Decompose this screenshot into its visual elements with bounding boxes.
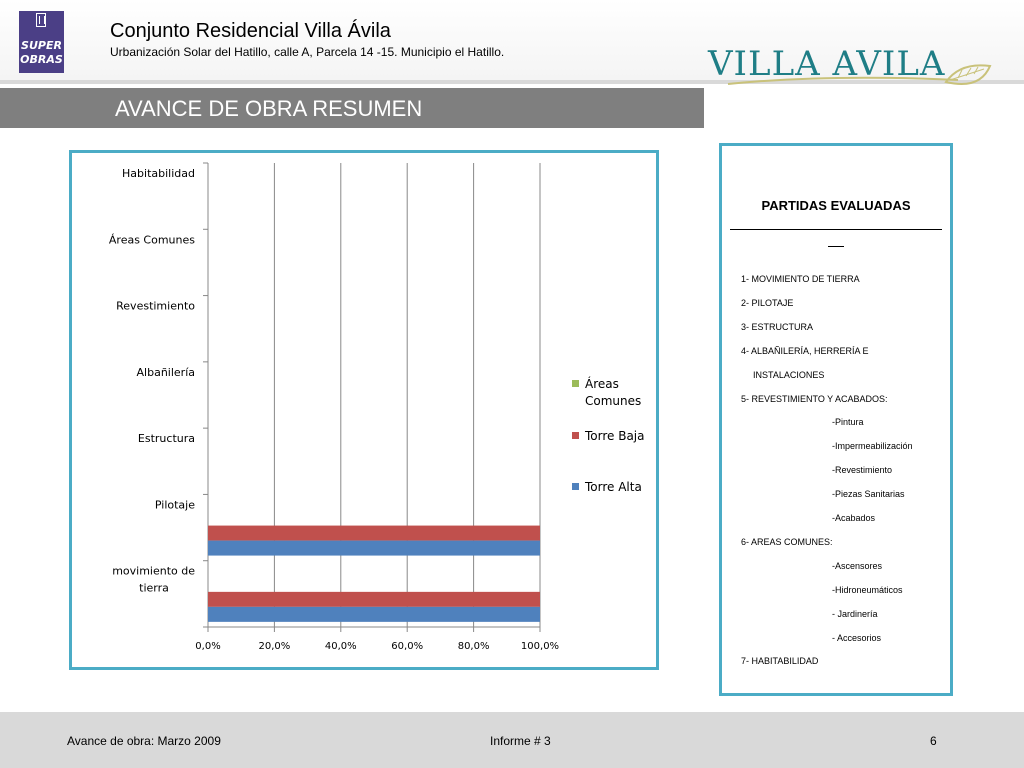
footer-report: Informe # 3	[490, 734, 551, 748]
legend-label: Áreas Comunes	[585, 377, 642, 408]
partidas-title: PARTIDAS EVALUADAS	[761, 198, 911, 213]
bar-torre-baja	[208, 526, 540, 541]
super-obras-logo	[19, 11, 64, 73]
partidas-divider-short	[828, 246, 844, 247]
bar-torre-alta	[208, 541, 540, 556]
logo-word-super: SUPER	[21, 39, 62, 52]
villa-avila-logo	[708, 34, 1008, 96]
partida-item: -Acabados	[832, 513, 876, 523]
footer-date: Avance de obra: Marzo 2009	[67, 734, 221, 748]
page-number: 6	[930, 734, 937, 748]
legend-swatch	[572, 432, 579, 439]
partida-item: 7- HABITABILIDAD	[741, 656, 819, 667]
category-label: movimiento de tierra	[112, 564, 195, 595]
x-tick-label: 60,0%	[391, 641, 424, 652]
partida-item: - Accesorios	[832, 632, 882, 643]
partida-item: -Pintura	[832, 417, 864, 428]
category-label: Albañilería	[136, 365, 195, 379]
partida-item: - Jardinería	[832, 608, 878, 619]
page-subtitle: Urbanización Solar del Hatillo, calle A, Parcela 14 -15. Municipio el Hatillo.	[110, 45, 505, 59]
x-tick-label: 40,0%	[324, 641, 357, 652]
partida-item: 5- REVESTIMIENTO Y ACABADOS:	[741, 393, 888, 404]
legend-label: Torre Alta	[585, 480, 642, 494]
partida-item: -Revestimiento	[832, 465, 893, 476]
partida-item: -Hidroneumáticos	[832, 584, 903, 595]
category-label: Pilotaje	[154, 498, 195, 512]
category-label: Estructura	[137, 432, 195, 446]
page-title: Conjunto Residencial Villa Ávila	[110, 20, 391, 42]
partida-item: 2- PILOTAJE	[741, 297, 794, 308]
legend-swatch	[572, 483, 579, 490]
partida-item: -Ascensores	[832, 560, 883, 571]
category-label: Áreas Comunes	[108, 233, 195, 247]
partida-item: 4- ALBAÑILERÍA, HERRERÍA E	[741, 345, 869, 356]
partida-item: 6- AREAS COMUNES:	[741, 536, 833, 547]
partida-item: INSTALACIONES	[753, 369, 825, 380]
partida-item: -Piezas Sanitarias	[832, 489, 905, 500]
x-tick-label: 0,0%	[195, 641, 221, 652]
partida-item: 3- ESTRUCTURA	[741, 321, 814, 332]
bar-torre-alta	[208, 607, 540, 622]
legend-swatch	[572, 380, 579, 387]
bar-torre-baja	[208, 592, 540, 607]
section-title: AVANCE DE OBRA RESUMEN	[115, 96, 423, 121]
x-tick-label: 80,0%	[457, 641, 490, 652]
brand-wordmark: VILLA AVILA	[708, 44, 946, 84]
category-label: Revestimiento	[116, 299, 195, 313]
category-label: Habitabilidad	[122, 167, 195, 180]
tower-icon	[36, 13, 46, 27]
x-tick-label: 100,0%	[520, 641, 560, 652]
legend-label: Torre Baja	[585, 429, 645, 443]
progress-chart	[72, 153, 656, 667]
partida-item: 1- MOVIMIENTO DE TIERRA	[741, 274, 860, 284]
partida-item: -Impermeabilización	[832, 441, 913, 452]
leaf-icon	[708, 34, 1008, 96]
logo-word-obras: OBRAS	[20, 53, 63, 66]
x-tick-label: 20,0%	[258, 641, 291, 652]
partidas-divider	[730, 229, 942, 230]
